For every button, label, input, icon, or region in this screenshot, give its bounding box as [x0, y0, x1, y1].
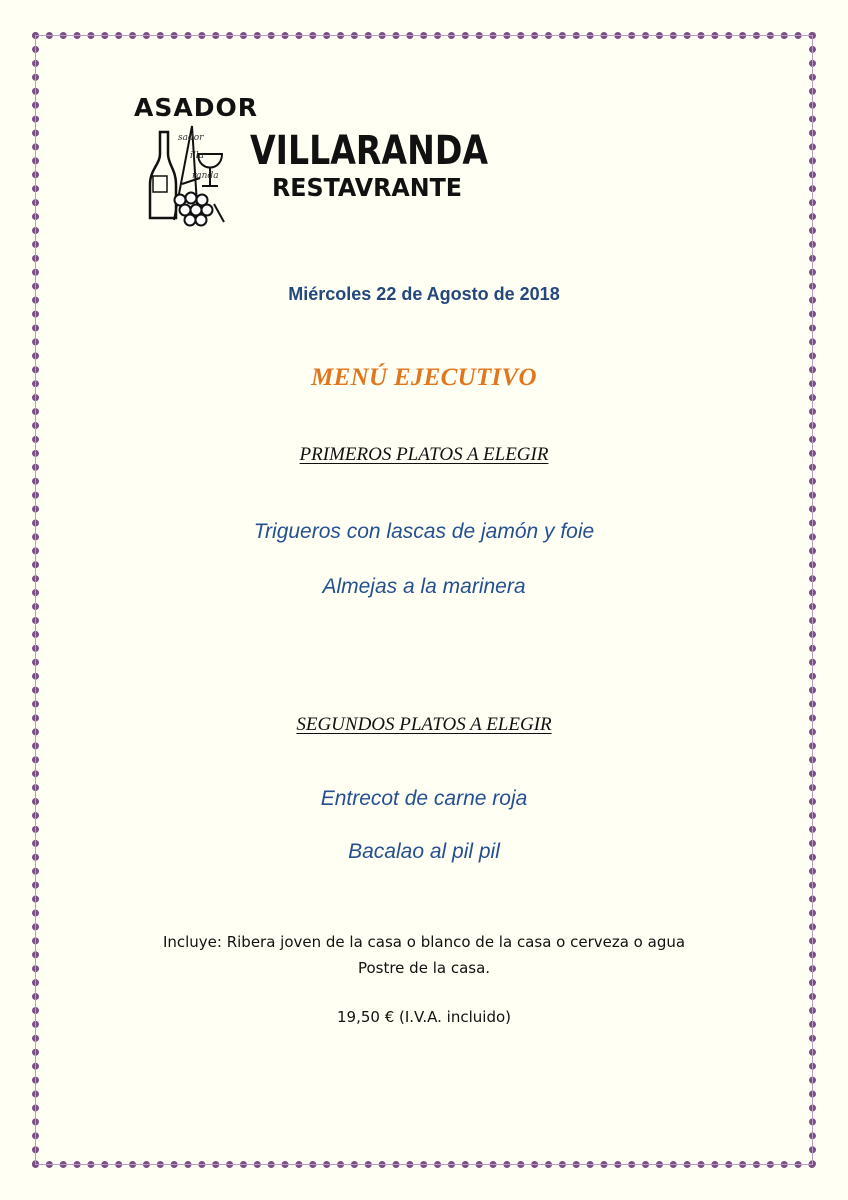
logo-asador: ASADOR [134, 93, 258, 122]
dish-item: Trigueros con lascas de jamón y foie [253, 520, 595, 543]
logo-villaranda: VILLARANDA [250, 128, 489, 174]
menu-date: Miércoles 22 de Agosto de 2018 [288, 284, 560, 304]
logo-mini-randa: randa [192, 171, 219, 181]
first-courses-heading: PRIMEROS PLATOS A ELEGIR [299, 444, 549, 465]
restaurant-logo [134, 92, 494, 232]
logo-graphic [134, 92, 494, 232]
menu-title: MENÚ EJECUTIVO [311, 364, 537, 391]
bottle-icon [150, 132, 176, 218]
second-courses-heading: SEGUNDOS PLATOS A ELEGIR [296, 714, 552, 735]
includes-text: Incluye: Ribera joven de la casa o blanco de la casa o cerveza o agua [162, 933, 686, 951]
price-text: 19,50 € (I.V.A. incluido) [336, 1008, 511, 1026]
logo-restaurante: RESTAVRANTE [272, 173, 462, 202]
dish-item: Entrecot de carne roja [320, 787, 528, 810]
dessert-text: Postre de la casa. [357, 959, 491, 977]
logo-mini-sador: sador [178, 133, 204, 143]
dish-item: Bacalao al pil pil [348, 840, 500, 863]
logo-mini-illa: illa [190, 151, 205, 161]
dish-item: Almejas a la marinera [322, 575, 526, 598]
grapes-icon [175, 193, 213, 226]
